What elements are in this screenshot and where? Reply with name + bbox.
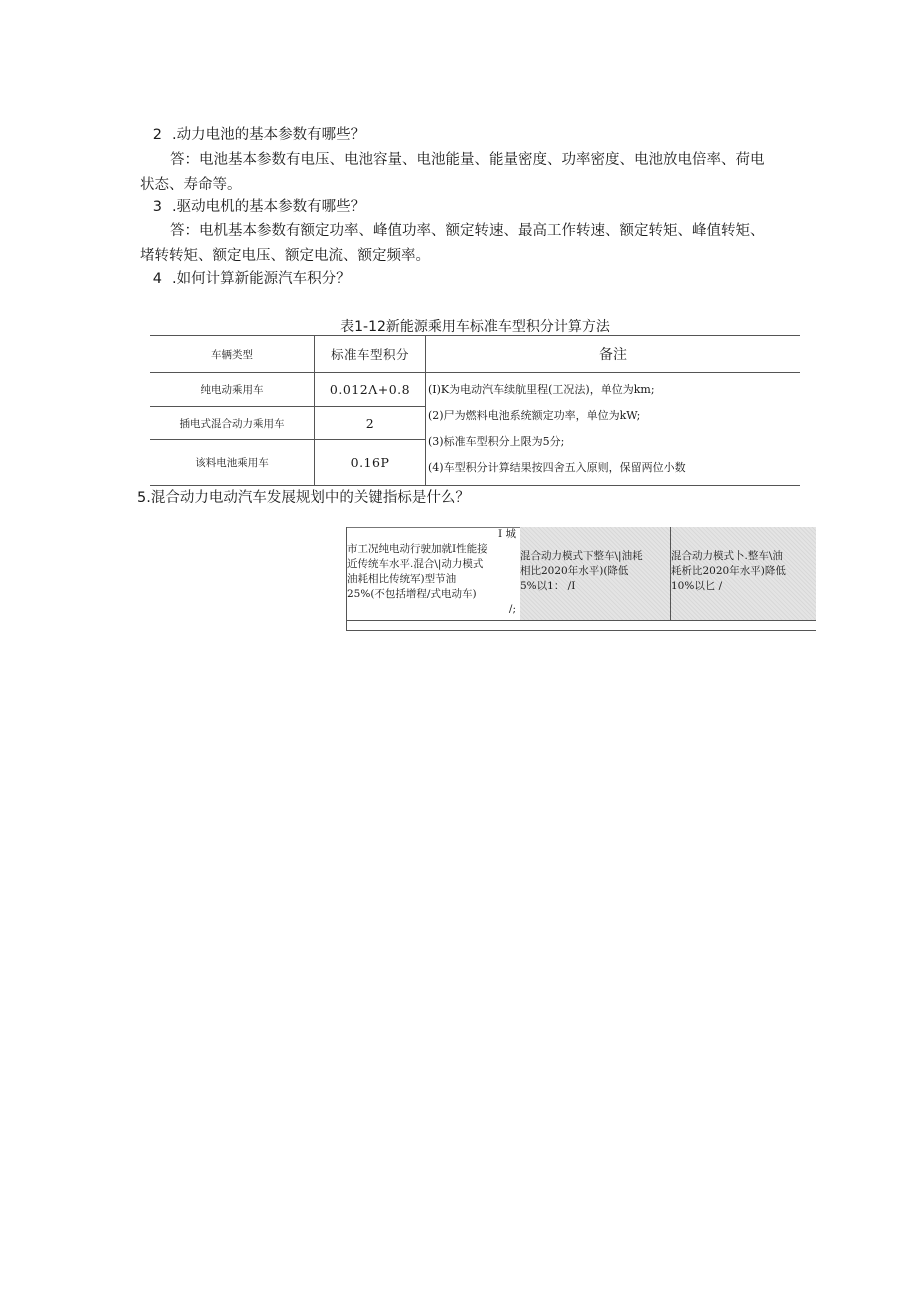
question-3 [140,199,810,216]
answer-3 [140,223,810,264]
fragment-line: 25%(不包括增程/式电动车) [347,588,477,600]
indicator-table-fragment [346,527,816,631]
fragment-divider [346,620,347,630]
fragment-line: I 城 [498,528,516,540]
header-vehicle-type: 车辆类型 [150,336,315,373]
fragment-line: 10%以匕 / [671,580,723,592]
score-cell: 0.012Λ+0.8 [315,373,426,407]
header-remarks: 备注 [426,336,801,373]
header-standard-score: 标准车型积分 [315,336,426,373]
question-2 [140,127,810,144]
fragment-cell-a [346,527,521,620]
question-text: .驱动电机的基本参数有哪些？ [172,199,366,215]
remarks-cell [426,373,801,486]
remark-line: (2)尸为燃料电池系统额定功率，单位为kW; [428,409,641,422]
fragment-line: 5%以1： /I [520,580,576,592]
vehicle-type-cell: 纯电动乘用车 [150,373,315,407]
fragment-line: /; [508,603,516,615]
fragment-divider [346,620,816,621]
question-number: 4 [152,271,162,287]
table-row [150,373,800,407]
answer-line: 答：电池基本参数有电压、电池容量、电池能量、能量密度、功率密度、电池放电倍率、荷电 [170,152,765,168]
score-cell: 0.16P [315,440,426,486]
fragment-cell-b [520,527,671,620]
question-text: .如何计算新能源汽车积分？ [172,271,351,287]
answer-line: 答：电机基本参数有额定功率、峰值功率、额定转速、最高工作转速、额定转矩、峰值转矩、 [170,223,765,239]
fragment-line: 相比2020年水平)(降低 [520,565,629,577]
table-header-row [150,336,800,373]
answer-line: 堵转转矩、额定电压、额定电流、额定频率。 [140,247,430,264]
fragment-line: 混合动力模式下整车\|油耗 [520,550,643,562]
answer-2 [140,152,810,193]
vehicle-type-cell: 该料电池乘用车 [150,440,315,486]
fragment-line: 混合动力模式卜.整车\油 [671,550,783,562]
fragment-line: 市工况纯电动行驶加就I性能接 [347,543,488,555]
fragment-line: 耗析比2020年水平)降低 [671,565,786,577]
fragment-line: 油耗相比传统军)型节油 [347,573,457,585]
remark-line: (4)车型积分计算结果按四舍五入原则，保留两位小数 [428,461,686,474]
question-4 [140,271,810,288]
fragment-divider [346,630,816,631]
remark-line: (I)K为电动汽车续航里程(工况法)，单位为km; [428,383,655,396]
answer-line: 状态、寿命等。 [140,176,242,193]
question-number: 3 [152,199,162,215]
question-number: 2 [152,127,162,143]
score-cell: 2 [315,407,426,440]
table-caption: 表1-12新能源乘用车标准车型积分计算方法 [340,319,610,335]
remark-line: (3)标准车型积分上限为5分; [428,435,565,448]
fragment-line: 近传统车水平.混合\|动力模式 [347,558,484,570]
question-5: 5.混合动力电动汽车发展规划中的关键指标是什么？ [137,490,470,506]
credit-table [150,335,800,486]
question-text: .动力电池的基本参数有哪些？ [172,127,366,143]
fragment-cell-c [671,527,816,620]
vehicle-type-cell: 插电式混合动力乘用车 [150,407,315,440]
